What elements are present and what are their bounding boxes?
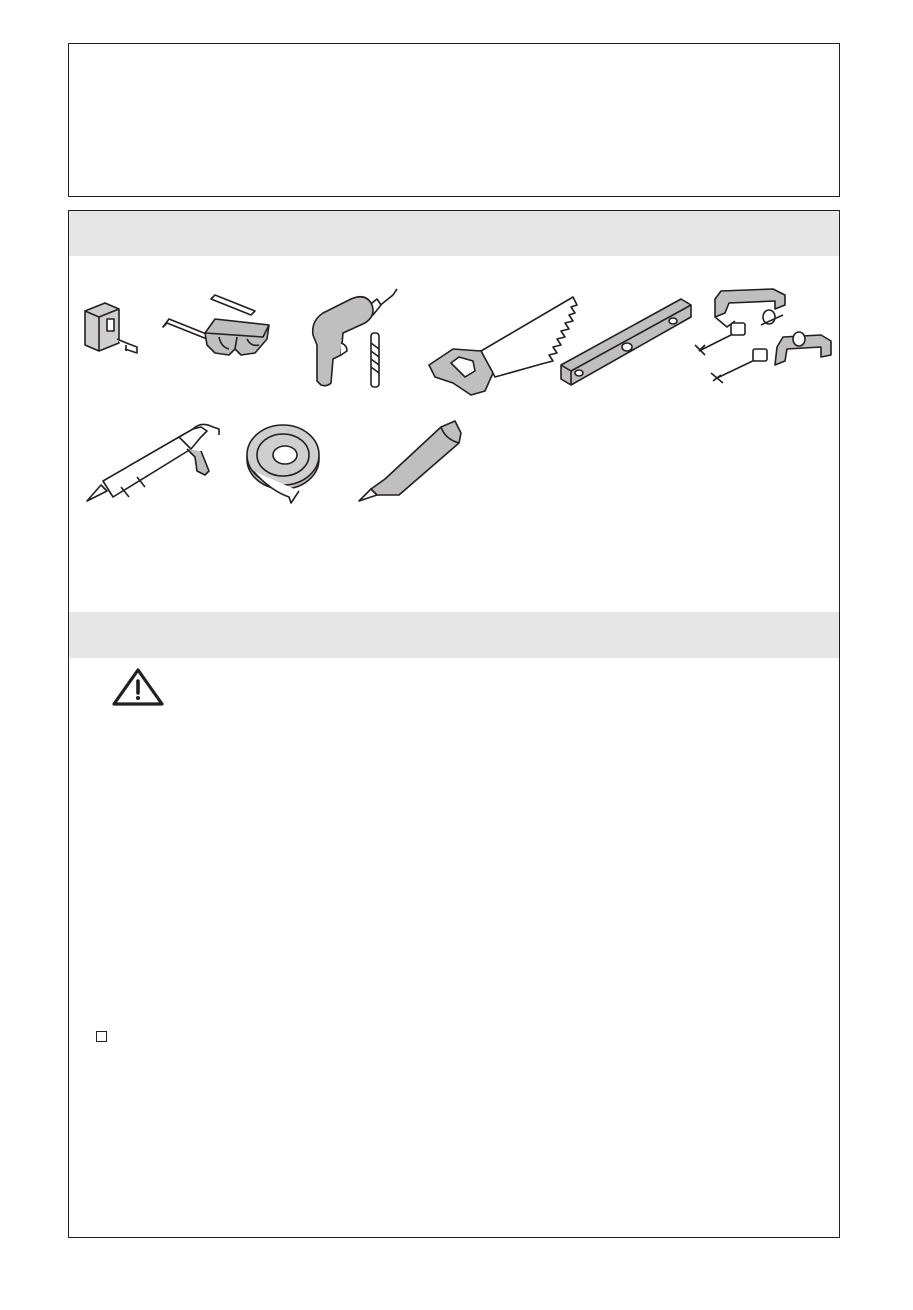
safety-section-header	[69, 612, 839, 658]
caulking-gun-icon	[83, 415, 223, 511]
header-box	[68, 43, 840, 197]
drill-icon	[307, 285, 403, 389]
checkbox-icon[interactable]	[96, 1031, 107, 1042]
tools-section-header	[69, 211, 839, 256]
safety-glasses-icon	[159, 293, 271, 367]
tape-roll-icon	[241, 415, 331, 507]
clamp-icon	[691, 285, 835, 385]
sealant-tube-icon	[355, 415, 473, 507]
level-icon	[557, 295, 693, 393]
tape-measure-icon	[81, 299, 141, 361]
warning-triangle-icon	[110, 666, 166, 713]
tools-and-safety-panel	[68, 210, 840, 1238]
